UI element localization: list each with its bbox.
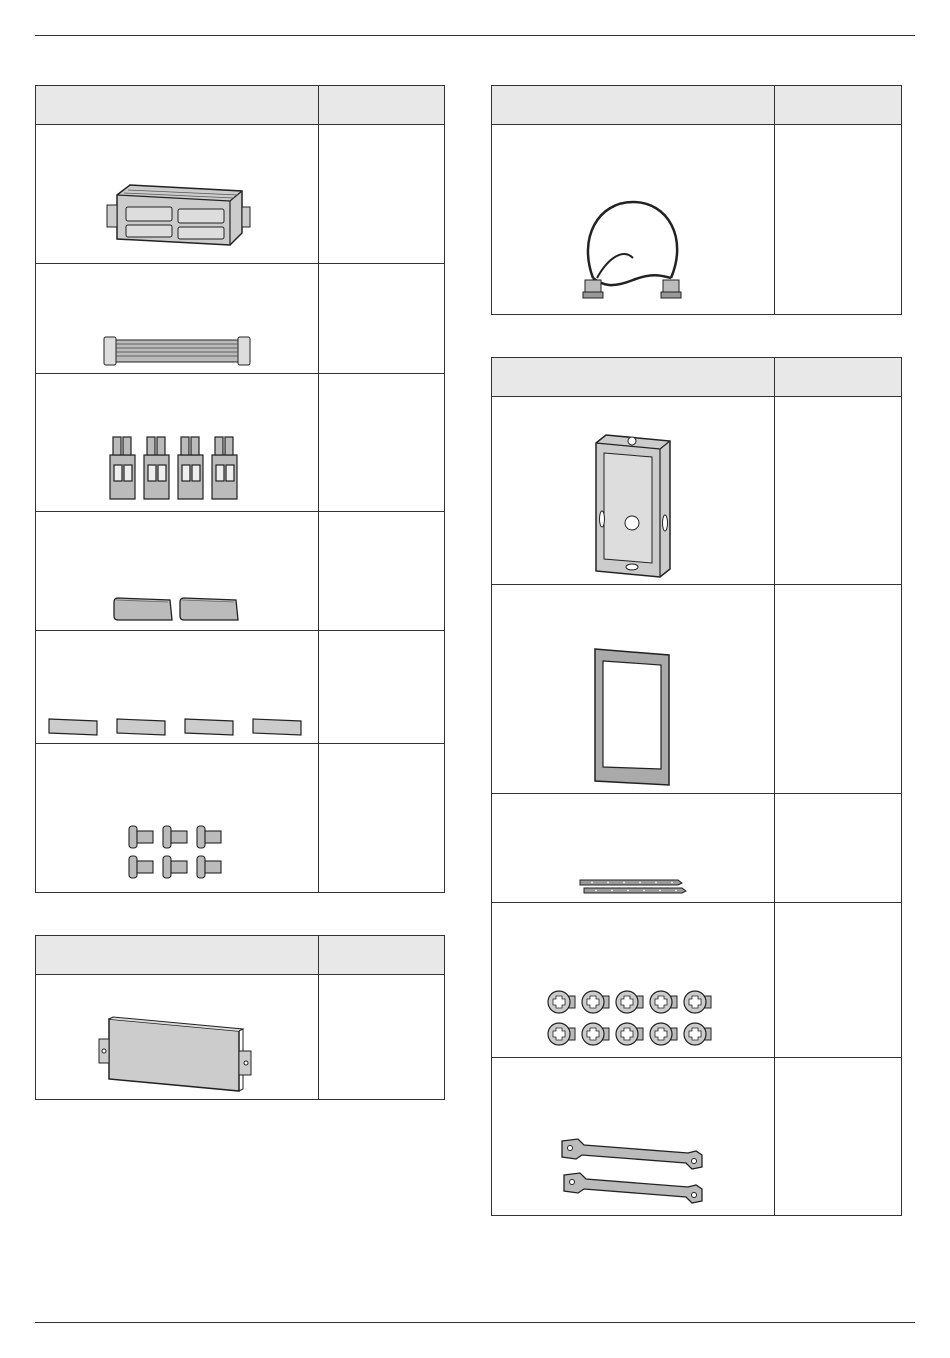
quantity-cell [319, 125, 445, 264]
part-image-cell [36, 631, 319, 744]
plate-icon [97, 1013, 257, 1093]
part-image-cell [36, 512, 319, 631]
part-image-cell [492, 585, 775, 794]
quantity-cell [775, 1058, 902, 1216]
table-row [36, 264, 445, 374]
frame-icon [593, 647, 673, 787]
screw-icon [127, 822, 227, 886]
header-part [36, 86, 319, 125]
table-row [36, 975, 445, 1100]
table-row [36, 374, 445, 512]
quantity-cell [319, 744, 445, 893]
ribbon-cable-icon [102, 335, 252, 367]
table-row [36, 631, 445, 744]
table-row [36, 744, 445, 893]
table-header-row [492, 358, 902, 397]
part-image-cell [36, 744, 319, 893]
table-row [36, 125, 445, 264]
table-row [36, 512, 445, 631]
part-image-cell [492, 794, 775, 903]
parts-table-right-top [491, 85, 902, 315]
table-header-row [36, 936, 445, 975]
box-icon [588, 433, 678, 578]
parts-table-left-bottom [35, 935, 445, 1100]
housing-icon [102, 177, 252, 257]
rubber-cap-icon [112, 592, 242, 624]
part-image-cell [36, 374, 319, 512]
cable-icon [573, 198, 693, 308]
part-image-cell [36, 264, 319, 374]
header-part [36, 936, 319, 975]
part-image-cell [492, 125, 775, 315]
table-row [492, 397, 902, 585]
top-rule [35, 35, 915, 36]
quantity-cell [319, 264, 445, 374]
strip-icon [47, 715, 307, 737]
part-image-cell [492, 1058, 775, 1216]
header-part [492, 358, 775, 397]
bracket-icon [558, 1137, 708, 1209]
screw-icon [547, 987, 719, 1051]
table-row [492, 585, 902, 794]
quantity-cell [319, 631, 445, 744]
header-qty [775, 86, 902, 125]
quantity-cell [319, 512, 445, 631]
parts-table-left-top [35, 85, 445, 893]
quantity-cell [775, 794, 902, 903]
quantity-cell [319, 374, 445, 512]
part-image-cell [36, 125, 319, 264]
parts-table-right-bottom [491, 357, 902, 1216]
table-row [492, 794, 902, 903]
table-header-row [36, 86, 445, 125]
header-qty [319, 936, 445, 975]
quantity-cell [775, 585, 902, 794]
quantity-cell [775, 903, 902, 1058]
quantity-cell [775, 125, 902, 315]
part-image-cell [36, 975, 319, 1100]
bottom-rule [35, 1322, 915, 1323]
header-part [492, 86, 775, 125]
table-row [492, 1058, 902, 1216]
rail-icon [578, 878, 688, 896]
part-image-cell [492, 397, 775, 585]
table-header-row [492, 86, 902, 125]
quantity-cell [775, 397, 902, 585]
connector-block-icon [107, 435, 247, 505]
header-qty [775, 358, 902, 397]
table-row [492, 125, 902, 315]
header-qty [319, 86, 445, 125]
part-image-cell [492, 903, 775, 1058]
quantity-cell [319, 975, 445, 1100]
table-row [492, 903, 902, 1058]
